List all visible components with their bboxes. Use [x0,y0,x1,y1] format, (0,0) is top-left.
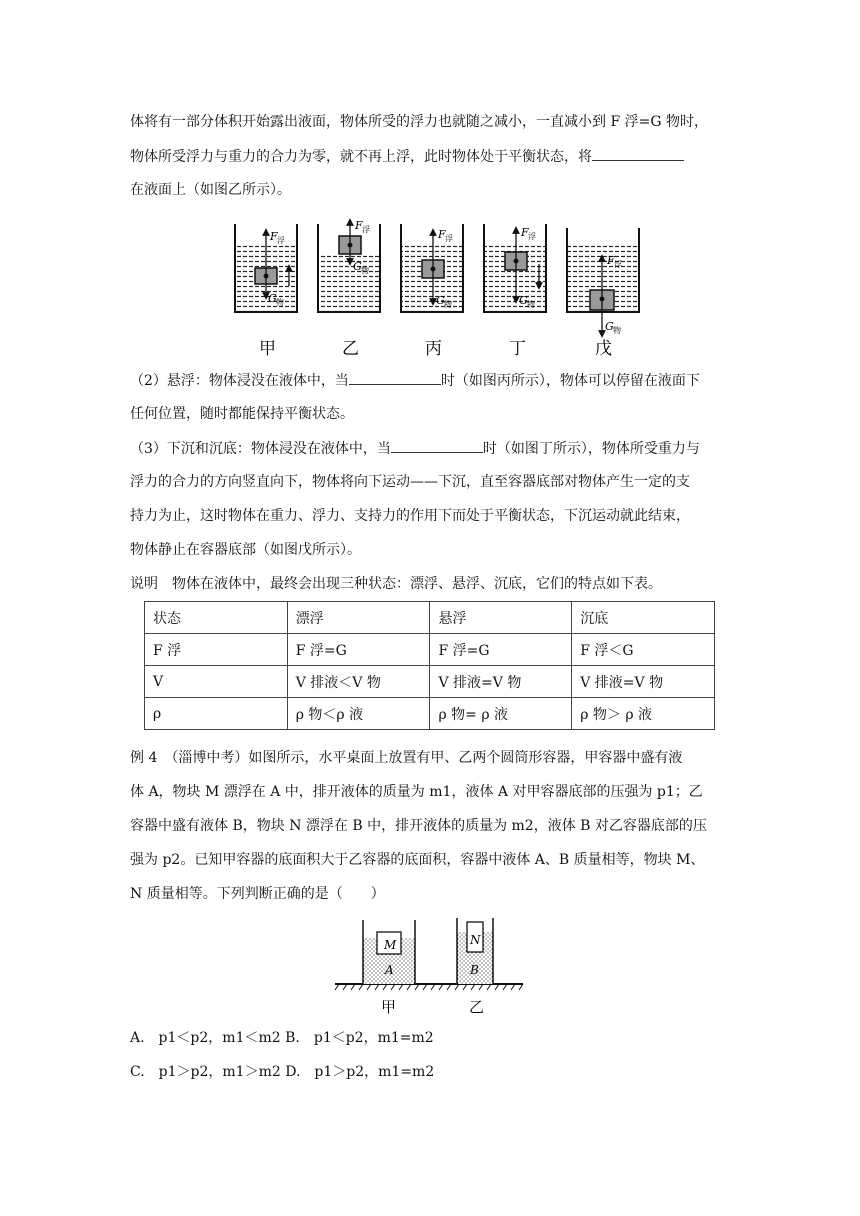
container-bing [401,224,463,312]
table-cell: F 浮＜G [572,634,715,666]
states-table [144,601,715,730]
caption-ding: 丁 [509,339,526,359]
suspend-line-2: 任何位置，随时都能保持平衡状态。 [130,406,354,422]
two-containers-figure [333,914,528,1020]
g-sub: 物 [613,326,621,335]
example-line-1: 例 4 （淄博中考）如图所示，水平桌面上放置有甲、乙两个圆筒形容器，甲容器中盛有液 [130,750,683,766]
table-cell: 漂浮 [287,602,430,634]
table-cell: V 排液＜V 物 [287,666,430,698]
f-sub: 浮 [362,225,370,234]
note-line: 说明 物体在液体中，最终会出现三种状态：漂浮、悬浮、沉底，它们的特点如下表。 [130,576,662,592]
intro-line-3: 在液面上（如图乙所示）。 [130,182,291,198]
liquid-a-label: A [385,963,394,977]
g-sub: 物 [361,266,369,275]
sink-line-3: 持力为止，这时物体在重力、浮力、支持力的作用下而处于平衡状态，下沉运动就此结束， [130,508,690,524]
table-cell: ρ [145,698,288,730]
table-cell: 状态 [145,602,288,634]
f-label: F [270,230,278,243]
caption-yi: 乙 [342,339,359,359]
container-yi-narrow [457,918,493,984]
sink-line-4: 物体静止在容器底部（如图戊所示）。 [130,542,361,558]
option-line-cd[interactable]: C. p1＞p2，m1＞m2 D. p1＞p2，m1=m2 [130,1064,435,1080]
g-label: G [353,260,362,273]
caption-jia: 甲 [259,339,276,359]
g-label: G [268,292,277,305]
suspend-text-after: 时（如图丙所示），物体可以停留在液面下 [440,373,700,389]
f-label: F [607,254,615,267]
table-cell: F 浮 [145,634,288,666]
table-row [145,634,715,666]
table-cell: 沉底 [572,602,715,634]
table-row [145,666,715,698]
f-label: F [355,219,363,232]
caption-bing: 丙 [425,339,442,359]
table-row [145,602,715,634]
example-line-3: 容器中盛有液体 B，物块 N 漂浮在 B 中，排开液体的质量为 m2，液体 B 对乙容器底部的压 [130,818,707,834]
table-cell: ρ 物＞ ρ 液 [572,698,715,730]
suspend-text-before: （2）悬浮：物体浸没在液体中，当 [130,373,349,389]
table-cell: F 浮=G [287,634,430,666]
f-sub: 浮 [277,236,285,245]
table-cell: ρ 物＜ρ 液 [287,698,430,730]
answer-blank-1[interactable] [592,146,684,161]
table-row [145,698,715,730]
example-line-5: N 质量相等。下列判断正确的是（ ） [130,886,385,902]
buoyancy-states-figure [225,214,645,362]
container-jia [235,224,297,312]
sink-line-2: 浮力的合力的方向竖直向下，物体将向下运动——下沉，直至容器底部对物体产生一定的支 [130,474,690,490]
intro-line-1: 体将有一部分体积开始露出液面，物体所受的浮力也就随之减小，一直减小到 F 浮=G 物时， [130,114,708,130]
g-label: G [436,294,445,307]
g-label: G [605,320,614,333]
g-sub: 物 [444,300,452,309]
table-cell: V 排液=V 物 [430,666,572,698]
sink-text-after: 时（如图丁所示），物体所受重力与 [482,441,700,457]
caption-jia-2: 甲 [381,998,397,1016]
intro-line-2 [130,146,684,167]
table-cell: V [145,666,288,698]
container-ding [484,224,546,312]
sink-text-before: （3）下沉和沉底：物体浸没在液体中，当 [130,441,391,457]
f-sub: 浮 [445,234,453,243]
f-label: F [521,226,529,239]
answer-blank-3[interactable] [391,438,483,453]
intro-line-2-text: 物体所受浮力与重力的合力为零，就不再上浮，此时物体处于平衡状态，将 [130,149,592,165]
f-sub: 浮 [528,232,536,241]
sink-line-1 [130,438,700,459]
liquid-b-label: B [470,963,479,977]
g-sub: 物 [276,298,284,307]
table-cell: 悬浮 [430,602,572,634]
container-jia-wide [363,920,415,984]
table-cell: F 浮=G [430,634,572,666]
g-sub: 物 [527,300,535,309]
block-m-label: M [384,938,397,952]
caption-wu: 戊 [595,339,612,359]
f-label: F [438,228,446,241]
g-label: G [519,294,528,307]
answer-blank-2[interactable] [349,370,441,385]
table-cell: V 排液=V 物 [572,666,715,698]
container-wu [567,228,639,335]
container-yi [318,219,380,312]
example-line-4: 强为 p2。已知甲容器的底面积大于乙容器的底面积，容器中液体 A、B 质量相等，物块 M、 [130,852,705,868]
block-n-label: N [470,933,481,947]
option-line-ab[interactable]: A. p1＜p2，m1＜m2 B. p1＜p2，m1=m2 [130,1030,434,1046]
caption-yi-2: 乙 [469,998,485,1016]
example-line-2: 体 A，物块 M 漂浮在 A 中，排开液体的质量为 m1，液体 A 对甲容器底部的压强为 p1；乙 [130,784,703,800]
suspend-line-1 [130,370,700,391]
table-cell: ρ 物= ρ 液 [430,698,572,730]
f-sub: 浮 [614,260,622,269]
